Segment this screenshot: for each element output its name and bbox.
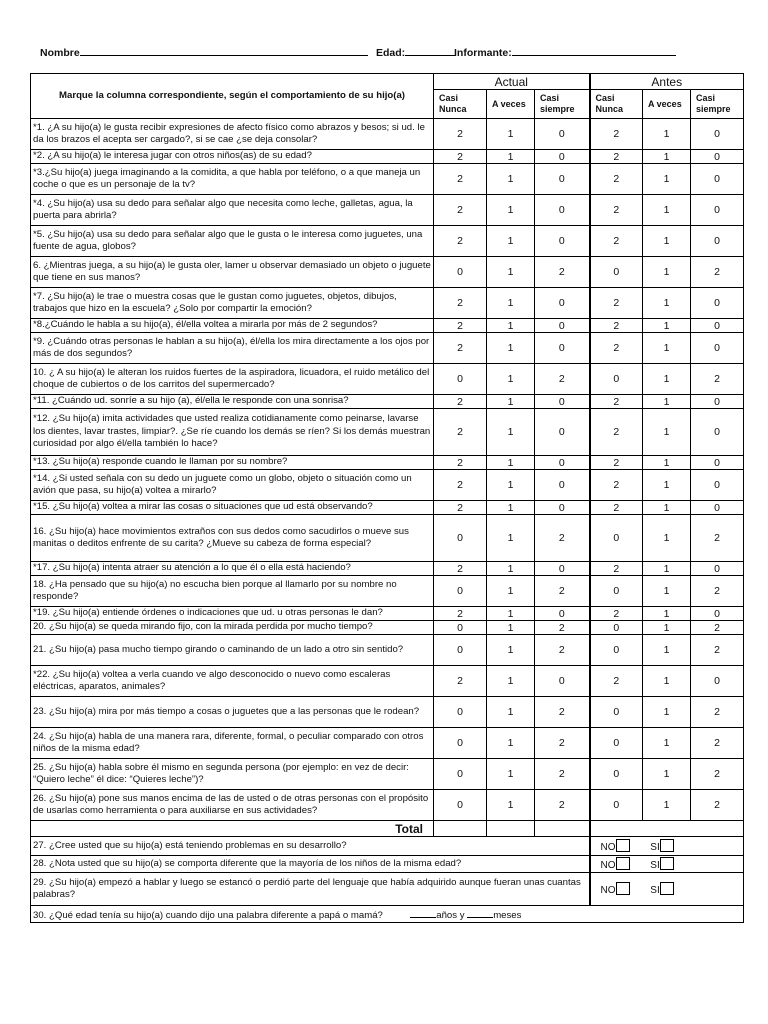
score-actual-20-1[interactable]: 0	[434, 621, 487, 635]
score-actual-26-1[interactable]: 0	[434, 790, 487, 821]
score-antes-5-2[interactable]: 1	[643, 226, 691, 257]
question-row-12	[31, 409, 744, 456]
question-row-5	[31, 226, 744, 257]
nombre-field[interactable]	[40, 44, 368, 59]
question-row-2	[31, 150, 744, 164]
question-4-text: *4. ¿Su hijo(a) usa su dedo para señalar algo que necesita como leche, galletas, agua, la puerta para abrirla?	[31, 195, 434, 226]
score-actual-21-1[interactable]: 0	[434, 635, 487, 666]
question-10-text: 10. ¿ A su hijo(a) le alteran los ruidos fuertes de la aspiradora, licuadora, el ruido metálico del choque de cubiertos o de los carritos del supermercado?	[31, 364, 434, 395]
score-antes-7-1[interactable]: 2	[590, 288, 643, 319]
question-2-text: *2. ¿A su hijo(a) le interesa jugar con otros niños(as) de su edad?	[31, 150, 434, 164]
question-1-text: *1. ¿A su hijo(a) le gusta recibir expresiones de afecto físico como abrazos y besos; si ud. le da los brazos el acepta ser cargado?, si se cae ¿se deja consolar?	[31, 119, 434, 150]
score-actual-19-3[interactable]: 0	[535, 607, 590, 621]
score-actual-16-3[interactable]: 2	[535, 515, 590, 562]
score-actual-1-3[interactable]: 0	[535, 119, 590, 150]
score-actual-25-3[interactable]: 2	[535, 759, 590, 790]
score-antes-23-2[interactable]: 1	[643, 697, 691, 728]
score-antes-16-2[interactable]: 1	[643, 515, 691, 562]
question-row-6	[31, 257, 744, 288]
group-antes-header: Antes	[590, 74, 744, 90]
si-label: SI	[650, 842, 660, 853]
score-actual-11-3[interactable]: 0	[535, 395, 590, 409]
question-25-text: 25. ¿Su hijo(a) habla sobre él mismo en segunda persona (por ejemplo: en vez de decir: “Quiero leche” él dice: “Quieres leche”)?	[31, 759, 434, 790]
question-row-10	[31, 364, 744, 395]
question-row-8	[31, 319, 744, 333]
score-antes-6-1[interactable]: 0	[590, 257, 643, 288]
question-22-text: *22. ¿Su hijo(a) voltea a verla cuando ve algo desconocido o nuevo como escaleras eléctricas, aparatos, animales?	[31, 666, 434, 697]
score-antes-2-2[interactable]: 1	[643, 150, 691, 164]
score-actual-23-3[interactable]: 2	[535, 697, 590, 728]
score-actual-24-2[interactable]: 1	[487, 728, 535, 759]
question-20-text: 20. ¿Su hijo(a) se queda mirando fijo, con la mirada perdida por mucho tiempo?	[31, 621, 434, 635]
score-actual-4-2[interactable]: 1	[487, 195, 535, 226]
score-actual-9-3[interactable]: 0	[535, 333, 590, 364]
no-label: NO	[600, 860, 616, 871]
score-antes-13-1[interactable]: 2	[590, 456, 643, 470]
score-actual-15-1[interactable]: 2	[434, 501, 487, 515]
question-row-11	[31, 395, 744, 409]
edad-field[interactable]	[376, 44, 455, 59]
score-actual-21-2[interactable]: 1	[487, 635, 535, 666]
score-antes-15-1[interactable]: 2	[590, 501, 643, 515]
score-antes-18-2[interactable]: 1	[643, 576, 691, 607]
si-checkbox-27[interactable]	[660, 839, 674, 852]
score-actual-7-2[interactable]: 1	[487, 288, 535, 319]
score-antes-24-2[interactable]: 1	[643, 728, 691, 759]
score-antes-18-3[interactable]: 2	[691, 576, 744, 607]
score-actual-1-2[interactable]: 1	[487, 119, 535, 150]
no-label: NO	[600, 842, 616, 853]
score-antes-14-1[interactable]: 2	[590, 470, 643, 501]
informante-label: Informante:	[454, 47, 512, 59]
score-actual-11-2[interactable]: 1	[487, 395, 535, 409]
question-row-13	[31, 456, 744, 470]
question-30-text: 30. ¿Qué edad tenía su hijo(a) cuando dijo una palabra diferente a papá o mamá?	[33, 910, 383, 921]
question-8-text: *8.¿Cuándo le habla a su hijo(a), él/ella voltea a mirarla por más de 2 segundos?	[31, 319, 434, 333]
score-actual-2-1[interactable]: 2	[434, 150, 487, 164]
score-actual-17-2[interactable]: 1	[487, 562, 535, 576]
score-actual-4-3[interactable]: 0	[535, 195, 590, 226]
question-row-1	[31, 119, 744, 150]
score-antes-2-1[interactable]: 2	[590, 150, 643, 164]
question-23-text: 23. ¿Su hijo(a) mira por más tiempo a cosas o juguetes que a las personas que le rodean?	[31, 697, 434, 728]
score-antes-11-2[interactable]: 1	[643, 395, 691, 409]
score-antes-15-3[interactable]: 0	[691, 501, 744, 515]
question-row-26	[31, 790, 744, 821]
score-actual-24-1[interactable]: 0	[434, 728, 487, 759]
score-actual-2-2[interactable]: 1	[487, 150, 535, 164]
form-header	[40, 44, 740, 60]
score-antes-7-2[interactable]: 1	[643, 288, 691, 319]
question-14-text: *14. ¿Si usted señala con su dedo un juguete como un globo, objeto o situación como un avión que pasa, su hijo(a) voltea a mirarlo?	[31, 470, 434, 501]
score-actual-15-2[interactable]: 1	[487, 501, 535, 515]
question-row-25	[31, 759, 744, 790]
score-actual-13-1[interactable]: 2	[434, 456, 487, 470]
score-antes-17-2[interactable]: 1	[643, 562, 691, 576]
instruction-text: Marque la columna correspondiente, según el comportamiento de su hijo(a)	[31, 74, 434, 119]
score-antes-12-1[interactable]: 2	[590, 409, 643, 456]
question-29-text: 29. ¿Su hijo(a) empezó a hablar y luego se estancó o perdió parte del lenguaje que había adquirido aunque fueran unas cuantas palabras?	[31, 873, 590, 906]
question-row-29	[31, 873, 744, 906]
no-checkbox-29[interactable]	[616, 882, 630, 895]
score-actual-13-2[interactable]: 1	[487, 456, 535, 470]
score-actual-22-1[interactable]: 2	[434, 666, 487, 697]
no-label: NO	[600, 885, 616, 896]
score-antes-13-3[interactable]: 0	[691, 456, 744, 470]
score-actual-7-1[interactable]: 2	[434, 288, 487, 319]
score-antes-1-2[interactable]: 1	[643, 119, 691, 150]
group-actual-header: Actual	[434, 74, 590, 90]
question-9-text: *9. ¿Cuándo otras personas le hablan a su hijo(a), él/ella los mira directamente a los ojos por más de dos segundos?	[31, 333, 434, 364]
question-6-text: 6. ¿Mientras juega, a su hijo(a) le gusta oler, lamer u observar demasiado un objeto o juguete que tiene en sus manos?	[31, 257, 434, 288]
score-actual-16-1[interactable]: 0	[434, 515, 487, 562]
question-3-text: *3.¿Su hijo(a) juega imaginando a la comidita, a que habla por teléfono, o a que maneja un coche o que es un personaje de la tv?	[31, 164, 434, 195]
score-actual-6-1[interactable]: 0	[434, 257, 487, 288]
score-antes-16-1[interactable]: 0	[590, 515, 643, 562]
score-antes-18-1[interactable]: 0	[590, 576, 643, 607]
question-row-24	[31, 728, 744, 759]
score-actual-21-3[interactable]: 2	[535, 635, 590, 666]
score-antes-25-1[interactable]: 0	[590, 759, 643, 790]
score-actual-26-2[interactable]: 1	[487, 790, 535, 821]
score-actual-18-1[interactable]: 0	[434, 576, 487, 607]
score-antes-10-3[interactable]: 2	[691, 364, 744, 395]
score-actual-3-1[interactable]: 2	[434, 164, 487, 195]
score-actual-26-3[interactable]: 2	[535, 790, 590, 821]
question-28-text: 28. ¿Nota usted que su hijo(a) se comporta diferente que la mayoría de los niños de la misma edad?	[31, 856, 590, 873]
score-actual-18-3[interactable]: 2	[535, 576, 590, 607]
question-row-15	[31, 501, 744, 515]
yes-no-27	[590, 837, 744, 856]
question-row-22	[31, 666, 744, 697]
score-antes-12-3[interactable]: 0	[691, 409, 744, 456]
score-antes-11-3[interactable]: 0	[691, 395, 744, 409]
question-5-text: *5. ¿Su hijo(a) usa su dedo para señalar algo que le gusta o le interesa como juguetes, una fuente de agua, globos?	[31, 226, 434, 257]
score-antes-8-1[interactable]: 2	[590, 319, 643, 333]
question-row-3	[31, 164, 744, 195]
score-actual-9-2[interactable]: 1	[487, 333, 535, 364]
question-17-text: *17. ¿Su hijo(a) intenta atraer su atención a lo que él o ella está haciendo?	[31, 562, 434, 576]
score-actual-3-2[interactable]: 1	[487, 164, 535, 195]
score-actual-9-1[interactable]: 2	[434, 333, 487, 364]
score-actual-14-2[interactable]: 1	[487, 470, 535, 501]
total-antes-cell[interactable]	[590, 821, 744, 837]
score-actual-4-1[interactable]: 2	[434, 195, 487, 226]
meses-label: meses	[493, 910, 522, 921]
col-casi-nunca-actual: Casi Nunca	[434, 90, 487, 119]
question-row-17	[31, 562, 744, 576]
score-actual-12-1[interactable]: 2	[434, 409, 487, 456]
score-antes-26-2[interactable]: 1	[643, 790, 691, 821]
question-row-4	[31, 195, 744, 226]
question-row-14	[31, 470, 744, 501]
edad-label: Edad:	[376, 47, 406, 59]
score-actual-23-2[interactable]: 1	[487, 697, 535, 728]
col-casi-siempre-antes: Casi siempre	[691, 90, 744, 119]
score-antes-15-2[interactable]: 1	[643, 501, 691, 515]
question-row-23	[31, 697, 744, 728]
si-label: SI	[650, 885, 660, 896]
score-actual-1-1[interactable]: 2	[434, 119, 487, 150]
si-checkbox-28[interactable]	[660, 857, 674, 870]
score-antes-4-2[interactable]: 1	[643, 195, 691, 226]
score-actual-3-3[interactable]: 0	[535, 164, 590, 195]
score-antes-7-3[interactable]: 0	[691, 288, 744, 319]
score-antes-25-2[interactable]: 1	[643, 759, 691, 790]
score-antes-2-3[interactable]: 0	[691, 150, 744, 164]
score-antes-20-2[interactable]: 1	[643, 621, 691, 635]
score-antes-23-3[interactable]: 2	[691, 697, 744, 728]
score-antes-6-3[interactable]: 2	[691, 257, 744, 288]
anos-field[interactable]	[410, 906, 436, 918]
yes-no-28	[590, 856, 744, 873]
score-antes-17-3[interactable]: 0	[691, 562, 744, 576]
score-antes-22-2[interactable]: 1	[643, 666, 691, 697]
score-actual-20-3[interactable]: 2	[535, 621, 590, 635]
question-row-9	[31, 333, 744, 364]
question-16-text: 16. ¿Su hijo(a) hace movimientos extraños con sus dedos como sacudirlos o mueve sus manitas o deditos enfrente de su carita? ¿Mueve su cabeza de forma especial?	[31, 515, 434, 562]
score-antes-22-3[interactable]: 0	[691, 666, 744, 697]
si-checkbox-29[interactable]	[660, 882, 674, 895]
score-actual-18-2[interactable]: 1	[487, 576, 535, 607]
score-actual-16-2[interactable]: 1	[487, 515, 535, 562]
score-actual-15-3[interactable]: 0	[535, 501, 590, 515]
score-actual-10-1[interactable]: 0	[434, 364, 487, 395]
score-actual-17-1[interactable]: 2	[434, 562, 487, 576]
score-actual-7-3[interactable]: 0	[535, 288, 590, 319]
question-19-text: *19. ¿Su hijo(a) entiende órdenes o indicaciones que ud. u otras personas le dan?	[31, 607, 434, 621]
score-antes-17-1[interactable]: 2	[590, 562, 643, 576]
score-antes-3-1[interactable]: 2	[590, 164, 643, 195]
score-antes-25-3[interactable]: 2	[691, 759, 744, 790]
question-row-19	[31, 607, 744, 621]
score-actual-22-2[interactable]: 1	[487, 666, 535, 697]
score-actual-5-3[interactable]: 0	[535, 226, 590, 257]
score-antes-26-3[interactable]: 2	[691, 790, 744, 821]
question-13-text: *13. ¿Su hijo(a) responde cuando le llaman por su nombre?	[31, 456, 434, 470]
score-antes-23-1[interactable]: 0	[590, 697, 643, 728]
score-antes-3-3[interactable]: 0	[691, 164, 744, 195]
question-row-18	[31, 576, 744, 607]
score-actual-8-3[interactable]: 0	[535, 319, 590, 333]
score-antes-12-2[interactable]: 1	[643, 409, 691, 456]
question-row-27	[31, 837, 744, 856]
score-actual-11-1[interactable]: 2	[434, 395, 487, 409]
score-antes-21-3[interactable]: 2	[691, 635, 744, 666]
score-actual-14-1[interactable]: 2	[434, 470, 487, 501]
score-actual-6-2[interactable]: 1	[487, 257, 535, 288]
score-actual-2-3[interactable]: 0	[535, 150, 590, 164]
score-antes-14-3[interactable]: 0	[691, 470, 744, 501]
col-casi-nunca-antes: Casi Nunca	[590, 90, 643, 119]
meses-field[interactable]	[467, 906, 493, 918]
score-actual-12-2[interactable]: 1	[487, 409, 535, 456]
score-antes-26-1[interactable]: 0	[590, 790, 643, 821]
score-antes-8-2[interactable]: 1	[643, 319, 691, 333]
score-antes-21-2[interactable]: 1	[643, 635, 691, 666]
informante-field[interactable]	[454, 44, 676, 59]
question-24-text: 24. ¿Su hijo(a) habla de una manera rara, diferente, formal, o peculiar comparado con otros niños de la misma edad?	[31, 728, 434, 759]
question-row-7	[31, 288, 744, 319]
score-actual-5-1[interactable]: 2	[434, 226, 487, 257]
total-actual-cell[interactable]	[487, 821, 535, 837]
question-row-28	[31, 856, 744, 873]
yes-no-29	[590, 873, 744, 906]
score-antes-24-1[interactable]: 0	[590, 728, 643, 759]
col-a-veces-antes: A veces	[643, 90, 691, 119]
score-antes-10-1[interactable]: 0	[590, 364, 643, 395]
score-antes-4-3[interactable]: 0	[691, 195, 744, 226]
col-a-veces-actual: A veces	[487, 90, 535, 119]
score-antes-1-3[interactable]: 0	[691, 119, 744, 150]
score-actual-19-1[interactable]: 2	[434, 607, 487, 621]
nombre-label: Nombre	[40, 47, 80, 59]
score-antes-10-2[interactable]: 1	[643, 364, 691, 395]
no-checkbox-27[interactable]	[616, 839, 630, 852]
score-antes-5-1[interactable]: 2	[590, 226, 643, 257]
score-actual-25-1[interactable]: 0	[434, 759, 487, 790]
questionnaire-table	[30, 73, 744, 923]
score-antes-19-1[interactable]: 2	[590, 607, 643, 621]
score-actual-12-3[interactable]: 0	[535, 409, 590, 456]
score-antes-20-1[interactable]: 0	[590, 621, 643, 635]
question-26-text: 26. ¿Su hijo(a) pone sus manos encima de las de usted o de otras personas con el propósito de usarlas como herramienta o para auxiliarse en sus actividades?	[31, 790, 434, 821]
question-11-text: *11. ¿Cuándo ud. sonríe a su hijo (a), él/ella le responde con una sonrisa?	[31, 395, 434, 409]
score-antes-9-1[interactable]: 2	[590, 333, 643, 364]
score-actual-10-2[interactable]: 1	[487, 364, 535, 395]
col-casi-siempre-actual: Casi siempre	[535, 90, 590, 119]
score-antes-5-3[interactable]: 0	[691, 226, 744, 257]
si-label: SI	[650, 860, 660, 871]
score-antes-4-1[interactable]: 2	[590, 195, 643, 226]
question-row-30	[31, 906, 744, 923]
score-antes-24-3[interactable]: 2	[691, 728, 744, 759]
score-antes-3-2[interactable]: 1	[643, 164, 691, 195]
score-antes-22-1[interactable]: 2	[590, 666, 643, 697]
score-actual-10-3[interactable]: 2	[535, 364, 590, 395]
score-actual-5-2[interactable]: 1	[487, 226, 535, 257]
question-12-text: *12. ¿Su hijo(a) imita actividades que usted realiza cotidianamente como peinarse, lavarse los dientes, lavar trastes, limpiar?. ¿Se ríe cuando los demás se ríen? Si los demás muestran curiosidad por algo él/ella también lo hace?	[31, 409, 434, 456]
score-antes-9-3[interactable]: 0	[691, 333, 744, 364]
score-actual-17-3[interactable]: 0	[535, 562, 590, 576]
score-actual-23-1[interactable]: 0	[434, 697, 487, 728]
question-27-text: 27. ¿Cree usted que su hijo(a) está teniendo problemas en su desarrollo?	[31, 837, 590, 856]
question-row-21	[31, 635, 744, 666]
score-antes-21-1[interactable]: 0	[590, 635, 643, 666]
score-antes-8-3[interactable]: 0	[691, 319, 744, 333]
score-actual-8-2[interactable]: 1	[487, 319, 535, 333]
total-actual-cell[interactable]	[434, 821, 487, 837]
score-actual-25-2[interactable]: 1	[487, 759, 535, 790]
score-antes-11-1[interactable]: 2	[590, 395, 643, 409]
score-antes-20-3[interactable]: 2	[691, 621, 744, 635]
question-row-20	[31, 621, 744, 635]
total-actual-cell[interactable]	[535, 821, 590, 837]
total-label: Total	[31, 821, 434, 837]
question-30-cell	[31, 906, 744, 923]
score-actual-13-3[interactable]: 0	[535, 456, 590, 470]
score-actual-19-2[interactable]: 1	[487, 607, 535, 621]
score-actual-24-3[interactable]: 2	[535, 728, 590, 759]
score-antes-14-2[interactable]: 1	[643, 470, 691, 501]
score-antes-6-2[interactable]: 1	[643, 257, 691, 288]
score-actual-8-1[interactable]: 2	[434, 319, 487, 333]
score-antes-13-2[interactable]: 1	[643, 456, 691, 470]
question-21-text: 21. ¿Su hijo(a) pasa mucho tiempo girando o caminando de un lado a otro sin sentido?	[31, 635, 434, 666]
question-15-text: *15. ¿Su hijo(a) voltea a mirar las cosas o situaciones que ud está observando?	[31, 501, 434, 515]
score-actual-6-3[interactable]: 2	[535, 257, 590, 288]
score-actual-14-3[interactable]: 0	[535, 470, 590, 501]
score-actual-22-3[interactable]: 0	[535, 666, 590, 697]
question-row-16	[31, 515, 744, 562]
question-7-text: *7. ¿Su hijo(a) le trae o muestra cosas que le gustan como juguetes, objetos, dibujos, trabajos que hizo en la escuela? ¿Solo por compartir la emoción?	[31, 288, 434, 319]
score-antes-1-1[interactable]: 2	[590, 119, 643, 150]
no-checkbox-28[interactable]	[616, 857, 630, 870]
score-antes-9-2[interactable]: 1	[643, 333, 691, 364]
score-actual-20-2[interactable]: 1	[487, 621, 535, 635]
score-antes-19-2[interactable]: 1	[643, 607, 691, 621]
question-18-text: 18. ¿Ha pensado que su hijo(a) no escucha bien porque al llamarlo por su nombre no responde?	[31, 576, 434, 607]
score-antes-16-3[interactable]: 2	[691, 515, 744, 562]
anos-label: años y	[436, 910, 465, 921]
score-antes-19-3[interactable]: 0	[691, 607, 744, 621]
